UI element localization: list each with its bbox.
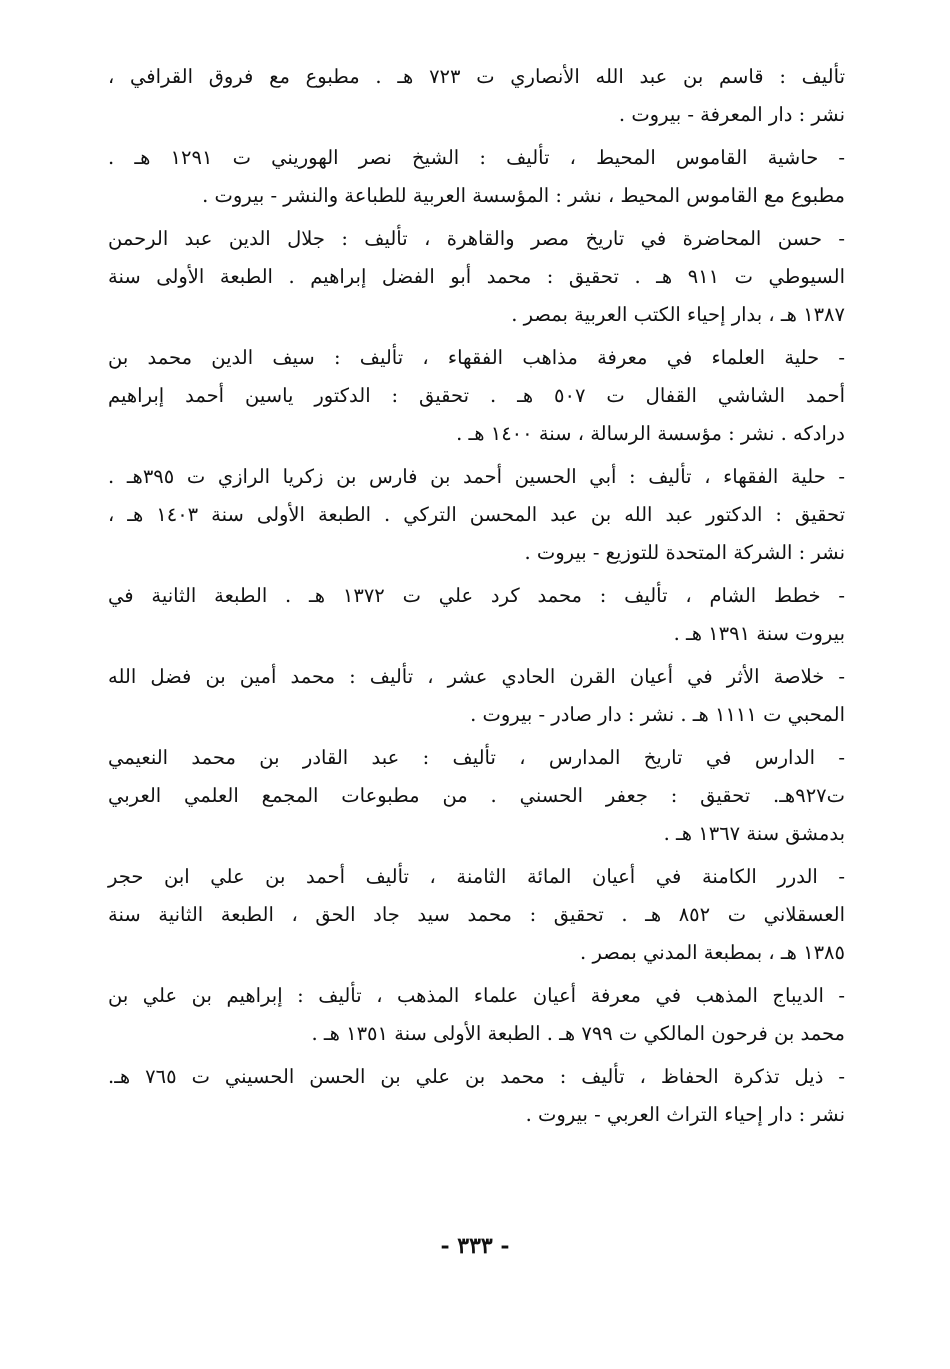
bibliography-entry	[108, 458, 845, 572]
bibliography-entry	[108, 658, 845, 734]
entry-line: بدمشق سنة ١٣٦٧ هـ .	[663, 822, 845, 845]
entry-line: - حسن المحاضرة في تاريخ مصر والقاهرة ، تأليف : جلال الدين عبد الرحمن	[108, 227, 846, 250]
entry-line: - الدرر الكامنة في أعيان المائة الثامنة ، تأليف أحمد بن علي ابن حجر	[108, 865, 845, 888]
entry-line: - حلية العلماء في معرفة مذاهب الفقهاء ، تأليف : سيف الدين محمد بن	[108, 346, 845, 369]
entry-line: - الدارس في تاريخ المدارس ، تأليف : عبد القادر بن محمد النعيمي	[108, 746, 845, 769]
entry-line: العسقلاني ت ٨٥٢ هـ . تحقيق : محمد سيد جاد الحق ، الطبعة الثانية سنة	[108, 903, 845, 926]
entry-line: مطبوع مع القاموس المحيط ، نشر : المؤسسة العربية للطباعة والنشر - بيروت .	[202, 184, 845, 207]
entry-line: ت٩٢٧هـ. تحقيق : جعفر الحسني . من مطبوعات المجمع العلمي العربي	[108, 784, 845, 807]
entry-line: - ذيل تذكرة الحفاظ ، تأليف : محمد بن علي بن الحسن الحسيني ت ٧٦٥ هـ.	[108, 1065, 845, 1088]
entry-line: محمد بن فرحون المالكي ت ٧٩٩ هـ . الطبعة الأولى سنة ١٣٥١ هـ .	[311, 1022, 845, 1045]
entry-line: أحمد الشاشي القفال ت ٥٠٧ هـ . تحقيق : الدكتور ياسين أحمد إبراهيم	[108, 384, 845, 407]
entry-line: بيروت سنة ١٣٩١ هـ .	[673, 622, 845, 645]
bibliography-list	[108, 58, 845, 1139]
bibliography-entry	[108, 58, 845, 134]
entry-line: - الديباج المذهب في معرفة أعيان علماء المذهب ، تأليف : إبراهيم بن علي بن	[108, 984, 845, 1007]
entry-line: السيوطي ت ٩١١ هـ . تحقيق : محمد أبو الفضل إبراهيم . الطبعة الأولى سنة	[108, 265, 845, 288]
entry-line: - حاشية القاموس المحيط ، تأليف : الشيخ نصر الهوريني ت ١٢٩١ هـ .	[108, 146, 846, 169]
entry-line: نشر : دار إحياء التراث العربي - بيروت .	[525, 1103, 845, 1126]
entry-line: تحقيق : الدكتور عبد الله بن عبد المحسن التركي . الطبعة الأولى سنة ١٤٠٣ هـ ،	[108, 503, 846, 526]
entry-line: ١٣٨٥ هـ ، بمطبعة المدني بمصر .	[580, 941, 845, 964]
entry-line: نشر : الشركة المتحدة للتوزيع - بيروت .	[524, 541, 845, 564]
bibliography-entry	[108, 339, 845, 453]
entry-line: - حلية الفقهاء ، تأليف : أبي الحسين أحمد بن فارس بن زكريا الرازي ت ٣٩٥هـ .	[108, 465, 845, 488]
entry-line: - خطط الشام ، تأليف : محمد كرد علي ت ١٣٧٢ هـ . الطبعة الثانية في	[108, 584, 845, 607]
bibliography-entry	[108, 858, 845, 972]
bibliography-entry	[108, 577, 845, 653]
bibliography-entry	[108, 220, 845, 334]
page-number: - ٣٣٣ -	[440, 1233, 510, 1259]
entry-line: نشر : دار المعرفة - بيروت .	[618, 103, 845, 126]
entry-line: المحبي ت ١١١١ هـ . نشر : دار صادر - بيروت .	[470, 703, 845, 726]
entry-line: - خلاصة الأثر في أعيان القرن الحادي عشر ، تأليف : محمد أمين بن فضل الله	[108, 665, 845, 688]
entry-line: ١٣٨٧ هـ ، بدار إحياء الكتب العربية بمصر .	[511, 303, 845, 326]
entry-line: تأليف : قاسم بن عبد الله الأنصاري ت ٧٢٣ هـ . مطبوع مع فروق القرافي ،	[108, 65, 845, 88]
entry-line: درادكه . نشر : مؤسسة الرسالة ، سنة ١٤٠٠ هـ .	[456, 422, 845, 445]
bibliography-entry	[108, 139, 845, 215]
bibliography-entry	[108, 977, 845, 1053]
bibliography-entry	[108, 739, 845, 853]
bibliography-entry	[108, 1058, 845, 1134]
